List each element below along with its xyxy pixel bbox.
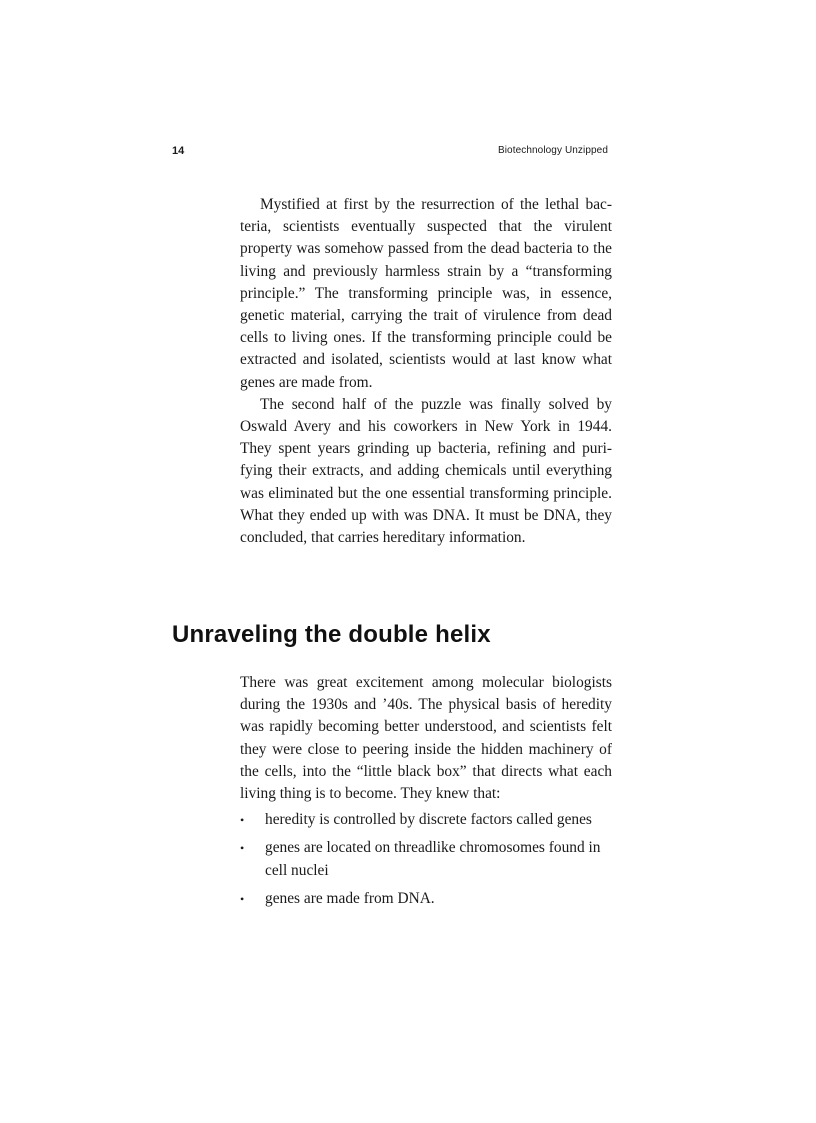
paragraph-transforming-principle: Mystified at first by the resurrection of the lethal bacteria, scientists eventually suspected that the virulent property was somehow passed from the dead bacteria to the living and previously harmless strain by a “transforming principle.” The transforming principle was, in essence, genetic material, carrying the trait of virulence from dead cells to living ones. If the transforming principle could be extracted and isolated, scientists would at last know what genes are made from. [240, 196, 612, 391]
list-item-text: genes are located on threadlike chromosomes found in cell nuclei [265, 839, 601, 879]
opening-text-block [240, 194, 612, 549]
bullet-icon: • [240, 841, 245, 856]
bullet-icon: • [240, 891, 245, 906]
section-text-block [240, 672, 612, 916]
list-item [240, 888, 612, 910]
section-heading: Unraveling the double helix [172, 621, 491, 648]
bullet-icon: • [240, 813, 245, 828]
list-item-text: genes are made from DNA. [265, 889, 435, 907]
running-title: Biotechnology Unzipped [497, 145, 608, 156]
page-number: 14 [172, 145, 185, 157]
paragraph-avery-dna: The second half of the puzzle was finally solved by Oswald Avery and his coworkers in New York in 1944. They spent years grinding up bacteria, refining and purifying their extracts, and adding chemicals until everything was eliminated but the one essential transforming principle. What they ended up with was DNA. It must be DNA, they concluded, that carries hereditary information. [240, 395, 612, 547]
list-item [240, 809, 612, 831]
facts-bullet-list [240, 809, 612, 910]
list-item [240, 837, 612, 881]
running-header [172, 145, 608, 161]
list-item-text: heredity is controlled by discrete factors called genes [265, 811, 592, 829]
paragraph-molecular-biologists: There was great excitement among molecular biologists during the 1930s and ’40s. The physical basis of heredity was rapidly becoming better understood, and scientists felt they were close to peering inside the hidden machinery of the cells, into the “little black box” that directs what each living thing is to become. They knew that: [240, 674, 612, 803]
